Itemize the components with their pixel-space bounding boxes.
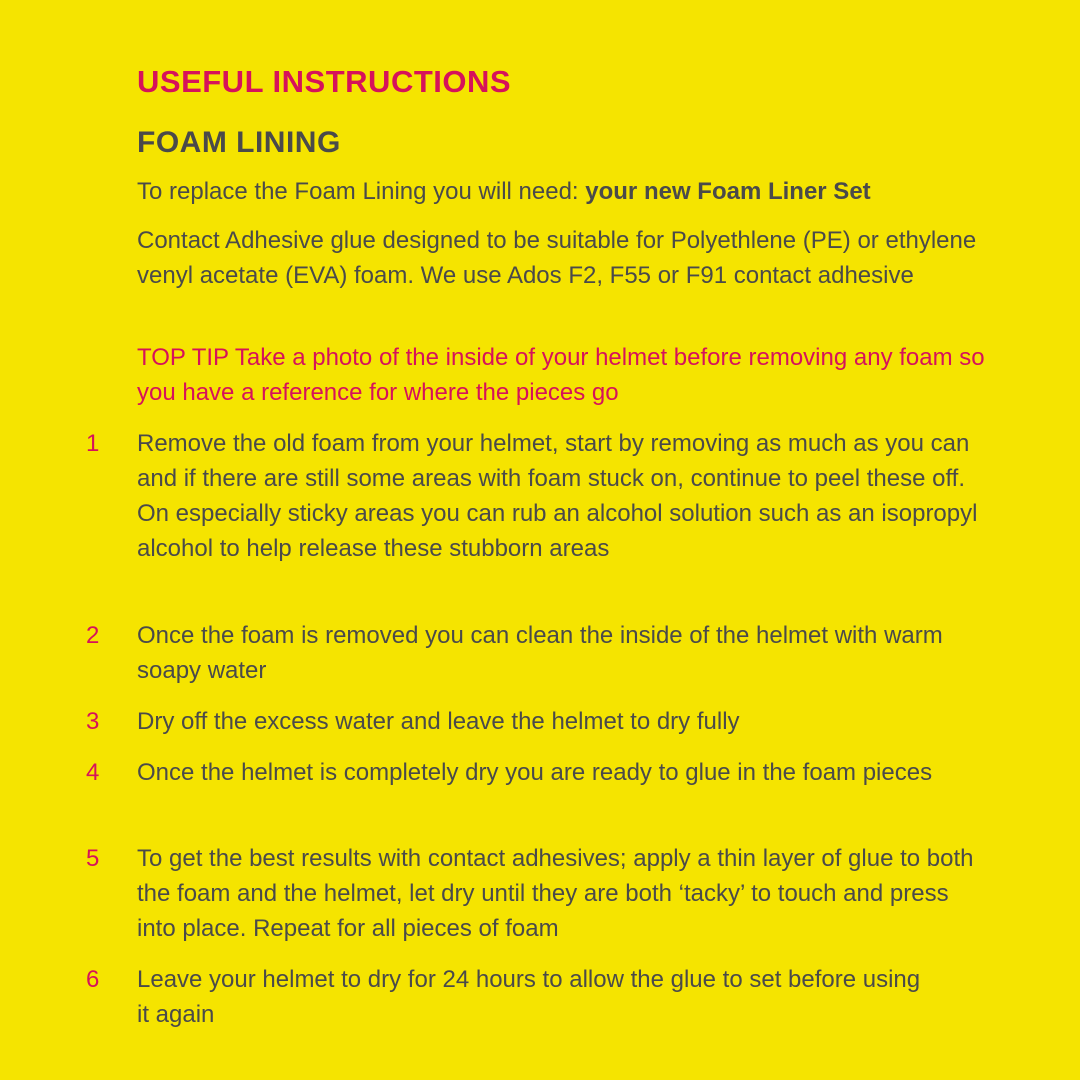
step-number: 4 — [86, 759, 100, 786]
adhesive-note: Contact Adhesive glue designed to be suitable for Polyethlene (PE) or ethylene venyl acetate (EVA) foam. We use Ados F2, F55 or F91 contact adhesive — [137, 227, 977, 289]
top-tip: TOP TIP Take a photo of the inside of your helmet before removing any foam so you have a reference for where the pieces go — [137, 344, 985, 406]
step-number: 1 — [86, 430, 100, 457]
step-text: Remove the old foam from your helmet, start by removing as much as you can and if there are still some areas with foam stuck on, continue to peel these off. On especially sticky areas you can rub an alcohol solution such as an isopropyl alcohol to help release these stubborn areas — [137, 430, 978, 562]
intro-bold-text: your new Foam Liner Set — [585, 178, 871, 205]
step-text: Once the helmet is completely dry you are ready to glue in the foam pieces — [137, 759, 933, 786]
step-text: To get the best results with contact adhesives; apply a thin layer of glue to both the foam and the helmet, let dry until they are both ‘tacky’ to touch and press into place. Repeat for all pieces of foam — [137, 845, 974, 942]
step-number: 5 — [86, 845, 100, 872]
page-title: USEFUL INSTRUCTIONS — [137, 64, 512, 99]
step-text: Dry off the excess water and leave the helmet to dry fully — [137, 708, 740, 735]
intro-paragraph — [137, 174, 1017, 209]
step-number: 3 — [86, 708, 100, 735]
intro-text: To replace the Foam Lining you will need: — [137, 178, 586, 205]
step-text: Once the foam is removed you can clean the inside of the helmet with warm soapy water — [137, 622, 943, 684]
step-number: 6 — [86, 966, 100, 993]
section-title: FOAM LINING — [137, 126, 341, 159]
step-text: Leave your helmet to dry for 24 hours to allow the glue to set before using it again — [137, 966, 921, 1028]
step-number: 2 — [86, 622, 100, 649]
